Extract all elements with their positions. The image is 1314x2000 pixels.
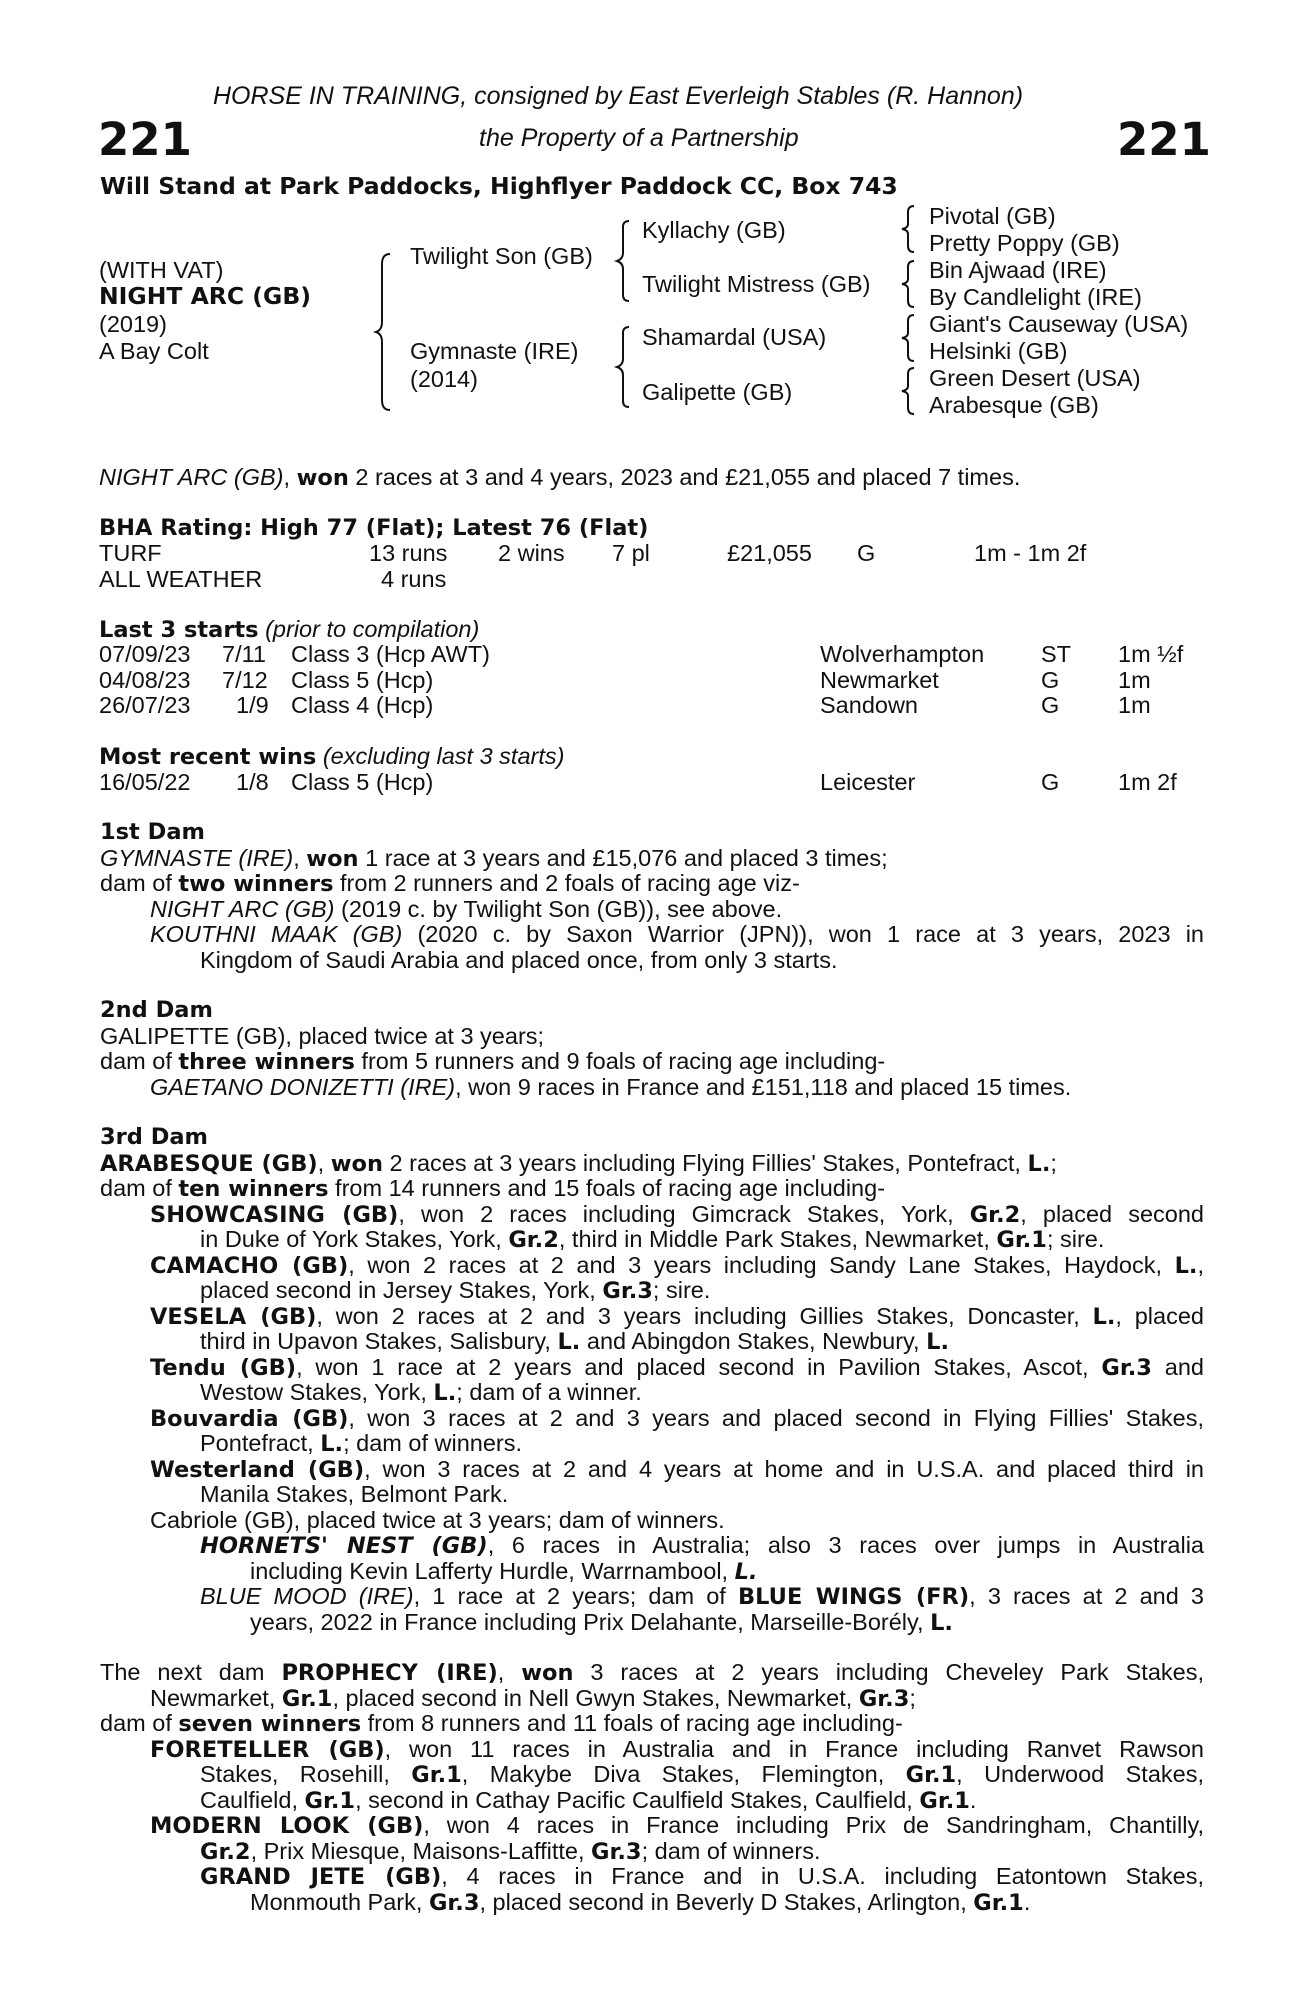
- won-label: won: [306, 845, 359, 872]
- produce-entry: VESELA (GB), won 2 races at 2 and 3 years including Gillies Stakes, Doncaster, L., placed: [150, 1302, 1204, 1330]
- recent-wins-title: Most recent wins: [99, 744, 317, 770]
- turf-surface: TURF: [99, 540, 162, 566]
- start-going: G: [1041, 667, 1060, 693]
- win-course: Leicester: [820, 769, 916, 795]
- bracket-ds: [902, 313, 916, 363]
- start-course: Wolverhampton: [820, 641, 985, 667]
- next-dam-section: [100, 1660, 1204, 1915]
- pedigree-dss: Giant's Causeway (USA): [929, 311, 1189, 337]
- bracket-dd: [902, 366, 916, 416]
- pedigree-dsd: Helsinki (GB): [929, 338, 1068, 364]
- produce-entry-cont: Caulfield, Gr.1, second in Cathay Pacific Caulfield Stakes, Caulfield, Gr.1.: [200, 1786, 977, 1814]
- last-starts-title: Last 3 starts: [99, 617, 259, 643]
- turf-placed: 7 pl: [612, 540, 650, 566]
- second-dam-heading: 2nd Dam: [100, 997, 213, 1023]
- produce-entry-cont: Kingdom of Saudi Arabia and placed once, from only 3 starts.: [200, 946, 838, 973]
- pedigree-dam-year: (2014): [410, 366, 478, 392]
- start-date: 26/07/23: [99, 692, 191, 718]
- horse-vat: (WITH VAT): [99, 257, 224, 283]
- second-dam-produce-line: dam of three winners from 5 runners and 9 foals of racing age including-: [100, 1048, 886, 1075]
- next-dam-line-cont: Newmarket, Gr.1, placed second in Nell Gwyn Stakes, Newmarket, Gr.3;: [150, 1684, 916, 1712]
- produce-entry: SHOWCASING (GB), won 2 races including Gimcrack Stakes, York, Gr.2, placed second: [150, 1200, 1204, 1228]
- pedigree-dds: Green Desert (USA): [929, 365, 1141, 391]
- first-dam-section: [100, 820, 1204, 973]
- bracket-sire: [617, 219, 631, 303]
- start-distance: 1m: [1118, 692, 1151, 718]
- race-summary: NIGHT ARC (GB), won 2 races at 3 and 4 years, 2023 and £21,055 and placed 7 times.: [99, 464, 1021, 491]
- produce-entry: MODERN LOOK (GB), won 4 races in France including Prix de Sandringham, Chantilly,: [150, 1812, 1205, 1839]
- pedigree-sire-sire: Kyllachy (GB): [642, 217, 786, 243]
- aw-surface: ALL WEATHER: [99, 566, 263, 592]
- next-dam-produce-line: dam of seven winners from 8 runners and 11 foals of racing age including-: [100, 1710, 903, 1737]
- header-property: the Property of a Partnership: [479, 124, 799, 152]
- produce-entry-cont: Manila Stakes, Belmont Park.: [200, 1481, 509, 1507]
- pedigree-dam: Gymnaste (IRE): [410, 338, 579, 364]
- bracket-dam: [617, 325, 631, 409]
- pedigree-sds: Bin Ajwaad (IRE): [929, 257, 1107, 283]
- lot-number-left: 221: [98, 113, 192, 166]
- turf-runs: 13 runs: [369, 540, 448, 566]
- bracket-main: [376, 252, 392, 412]
- pedigree-dam-dam: Galipette (GB): [642, 379, 793, 405]
- produce-entry-cont: Pontefract, L.; dam of winners.: [200, 1430, 523, 1457]
- start-position: 7/11: [222, 641, 266, 667]
- grandproduce-entry-cont: Monmouth Park, Gr.3, placed second in Beverly D Stakes, Arlington, Gr.1.: [250, 1888, 1031, 1916]
- win-distance: 1m 2f: [1118, 769, 1177, 795]
- produce-entry-cont: Westow Stakes, York, L.; dam of a winner.: [200, 1379, 642, 1406]
- second-dam-line: GALIPETTE (GB), placed twice at 3 years;: [100, 1022, 545, 1049]
- turf-distance: 1m - 1m 2f: [974, 540, 1087, 566]
- header-consignor: HORSE IN TRAINING, consigned by East Everleigh Stables (R. Hannon): [213, 82, 1024, 110]
- start-course: Newmarket: [820, 667, 939, 693]
- winners-count: two winners: [178, 871, 334, 897]
- start-going: ST: [1041, 641, 1072, 667]
- aw-runs: 4 runs: [381, 566, 447, 592]
- third-dam-line: ARABESQUE (GB), won 2 races at 3 years including Flying Fillies' Stakes, Pontefract, L.;: [100, 1149, 1057, 1177]
- recent-wins-heading: [99, 744, 564, 771]
- last-starts-note: (prior to compilation): [258, 616, 480, 642]
- winners-count: three winners: [178, 1049, 355, 1075]
- pedigree-ssd: Pretty Poppy (GB): [929, 230, 1120, 256]
- grandproduce-entry: BLUE MOOD (IRE), 1 race at 2 years; dam of BLUE WINGS (FR), 3 races at 2 and 3: [200, 1583, 1204, 1610]
- produce-entry: Bouvardia (GB), won 3 races at 2 and 3 years and placed second in Flying Fillies' Stakes,: [150, 1404, 1204, 1432]
- first-dam-produce-line: dam of two winners from 2 runners and 2 foals of racing age viz-: [100, 870, 800, 897]
- start-class: Class 3 (Hcp AWT): [291, 641, 490, 667]
- produce-entry: Westerland (GB), won 3 races at 2 and 4 years at home and in U.S.A. and placed third in: [150, 1455, 1204, 1483]
- grandproduce-entry-cont: including Kevin Lafferty Hurdle, Warrnambool, L.: [250, 1557, 758, 1585]
- produce-entry: NIGHT ARC (GB) (2019 c. by Twilight Son (GB)), see above.: [150, 895, 783, 922]
- third-dam-produce-line: dam of ten winners from 14 runners and 15 foals of racing age including-: [100, 1175, 886, 1202]
- win-class: Class 5 (Hcp): [291, 769, 434, 795]
- bracket-sd: [902, 259, 916, 309]
- start-date: 04/08/23: [99, 667, 191, 693]
- pedigree-sdd: By Candlelight (IRE): [929, 284, 1142, 310]
- first-dam-line: GYMNASTE (IRE), won 1 race at 3 years and £15,076 and placed 3 times;: [100, 844, 888, 872]
- turf-going: G: [857, 540, 876, 566]
- start-class: Class 4 (Hcp): [291, 692, 434, 718]
- turf-wins: 2 wins: [498, 540, 565, 566]
- start-distance: 1m: [1118, 667, 1151, 693]
- horse-name: NIGHT ARC (GB): [99, 282, 311, 310]
- third-dam-heading: 3rd Dam: [100, 1124, 208, 1150]
- start-date: 07/09/23: [99, 641, 191, 667]
- last-starts-heading: [99, 617, 479, 644]
- horse-year: (2019): [99, 311, 167, 337]
- lot-number-right: 221: [1117, 113, 1211, 166]
- pedigree-dam-sire: Shamardal (USA): [642, 324, 827, 350]
- summary-won: won: [296, 465, 349, 491]
- produce-entry: KOUTHNI MAAK (GB) (2020 c. by Saxon Warrior (JPN)), won 1 race at 3 years, 2023 in: [150, 921, 1205, 947]
- summary-name: NIGHT ARC (GB): [99, 464, 284, 490]
- produce-entry-cont: third in Upavon Stakes, Salisbury, L. and Abingdon Stakes, Newbury, L.: [200, 1328, 950, 1355]
- produce-entry: FORETELLER (GB), won 11 races in Australia and in France including Ranvet Rawson: [150, 1735, 1204, 1763]
- pedigree-sss: Pivotal (GB): [929, 203, 1056, 229]
- produce-entry-cont: placed second in Jersey Stakes, York, Gr.3; sire.: [200, 1277, 711, 1304]
- turf-prize: £21,055: [727, 540, 812, 566]
- start-position: 7/12: [222, 667, 268, 693]
- start-position: 1/9: [236, 692, 269, 718]
- produce-entry-cont: Stakes, Rosehill, Gr.1, Makybe Diva Stakes, Flemington, Gr.1, Underwood Stakes,: [200, 1761, 1204, 1788]
- produce-entry-cont: Gr.2, Prix Miesque, Maisons-Laffitte, Gr.3; dam of winners.: [200, 1837, 821, 1865]
- start-class: Class 5 (Hcp): [291, 667, 434, 693]
- dam-name: GYMNASTE (IRE): [100, 844, 294, 871]
- produce-entry-cont: in Duke of York Stakes, York, Gr.2, third in Middle Park Stakes, Newmarket, Gr.1; sire.: [200, 1226, 1105, 1253]
- grandproduce-entry: HORNETS' NEST (GB), 6 races in Australia; also 3 races over jumps in Australia: [200, 1532, 1205, 1559]
- summary-text: 2 races at 3 and 4 years, 2023 and £21,055 and placed 7 times.: [348, 464, 1021, 490]
- produce-entry: CAMACHO (GB), won 2 races at 2 and 3 years including Sandy Lane Stakes, Haydock, L.,: [150, 1251, 1205, 1279]
- second-dam-section: [100, 998, 1204, 1100]
- grandproduce-entry-cont: years, 2022 in France including Prix Delahante, Marseille-Borély, L.: [250, 1608, 953, 1636]
- produce-entry: Tendu (GB), won 1 race at 2 years and placed second in Pavilion Stakes, Ascot, Gr.3 and: [150, 1353, 1204, 1381]
- win-position: 1/8: [236, 769, 269, 795]
- start-course: Sandown: [820, 692, 918, 718]
- grandproduce-entry: GRAND JETE (GB), 4 races in France and in U.S.A. including Eatontown Stakes,: [200, 1863, 1204, 1890]
- third-dam-section: [100, 1125, 1204, 1635]
- recent-wins-note: (excluding last 3 starts): [316, 743, 565, 769]
- bracket-ss: [902, 204, 916, 254]
- horse-description: A Bay Colt: [99, 338, 209, 364]
- start-distance: 1m ½f: [1118, 641, 1184, 667]
- pedigree-sire: Twilight Son (GB): [410, 243, 593, 269]
- next-dam-line: The next dam PROPHECY (IRE), won 3 races at 2 years including Cheveley Park Stakes,: [100, 1659, 1204, 1686]
- bha-rating-heading: BHA Rating: High 77 (Flat); Latest 76 (Flat): [99, 515, 649, 541]
- win-going: G: [1041, 769, 1060, 795]
- pedigree-ddd: Arabesque (GB): [929, 392, 1099, 418]
- produce-entry: GAETANO DONIZETTI (IRE), won 9 races in France and £151,118 and placed 15 times.: [150, 1073, 1072, 1100]
- pedigree-sire-dam: Twilight Mistress (GB): [642, 271, 871, 297]
- produce-entry: Cabriole (GB), placed twice at 3 years; dam of winners.: [150, 1506, 725, 1533]
- first-dam-heading: 1st Dam: [100, 819, 205, 845]
- stand-location: Will Stand at Park Paddocks, Highflyer Paddock CC, Box 743: [100, 172, 898, 200]
- win-date: 16/05/22: [99, 769, 191, 795]
- start-going: G: [1041, 692, 1060, 718]
